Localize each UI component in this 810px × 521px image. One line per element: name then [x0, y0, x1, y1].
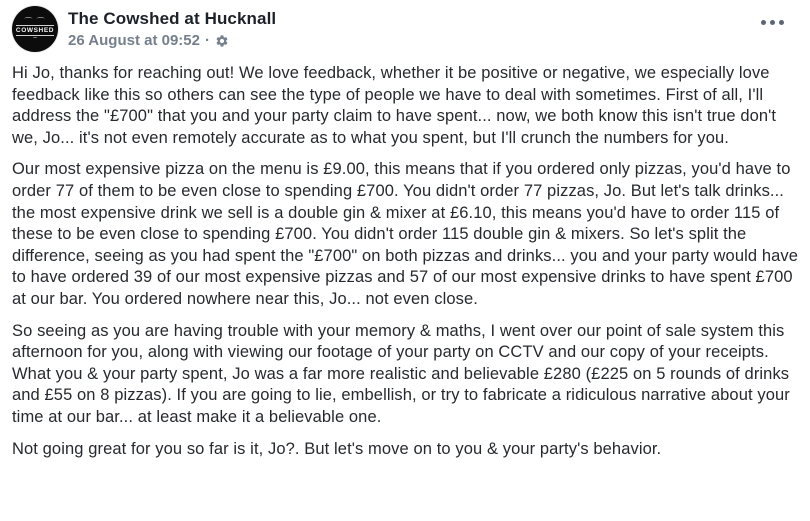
- post-paragraph: Hi Jo, thanks for reaching out! We love feedback, whether it be positive or negative, we especially love feedback like this so others can see the type of people we have to deal with sometimes. First of all, I'll address the "£700" that you and your party claim to have spent... now, we both know this isn't true don't we, Jo... it's not even remotely accurate as to what you spent, but I'll crunch the numbers for you.: [12, 64, 777, 147]
- avatar-flourish: ~: [32, 34, 38, 42]
- post-paragraph: Not going great for you so far is it, Jo?. But let's move on to you & your party's behavior.: [12, 439, 662, 458]
- post-header: [0, 0, 810, 52]
- post-paragraph: So seeing as you are having trouble with your memory & maths, I went over our point of sale system this afternoon for you, along with viewing our footage of your party on CCTV and our copy of your receipts. What you & your party spent, Jo was a far more realistic and believable £280 (£225 on 5 rounds of drinks and £55 on 8 pizzas). If you are going to lie, embellish, or try to fabricate a ridiculous narrative about your time at our bar... at least make it a believable one.: [12, 321, 790, 426]
- post-body: [0, 52, 810, 460]
- meta-separator: ·: [205, 32, 210, 49]
- avatar[interactable]: [12, 6, 58, 52]
- post-options-icon[interactable]: [757, 16, 788, 29]
- post-meta-line: [68, 32, 276, 49]
- page-title[interactable]: The Cowshed at Hucknall: [68, 9, 277, 28]
- privacy-gear-icon[interactable]: [215, 33, 229, 48]
- cow-horns-icon: ⌒ ⌒: [24, 16, 46, 26]
- avatar-brand-text: COWSHED: [15, 26, 55, 34]
- post-paragraph: Our most expensive pizza on the menu is £9.00, this means that if you ordered only pizzas, you'd have to order 77 of them to be even close to spending £700. You didn't order 77 pizzas, Jo. But let's talk drinks... the most expensive drink we sell is a double gin & mixer at £6.10, this means you'd have to order 115 of these to be even close to spending £700. You didn't order 115 double gin & mixers. So let's split the difference, seeing as you had spent the "£700" on both pizzas and drinks... you and your party would have to have ordered 39 of our most expensive pizzas and 57 of our most expensive drinks to have spent £700 at our bar. You ordered nowhere near this, Jo... not even close.: [12, 160, 798, 308]
- post-timestamp[interactable]: 26 August at 09:52: [68, 32, 200, 49]
- header-meta: [68, 5, 276, 49]
